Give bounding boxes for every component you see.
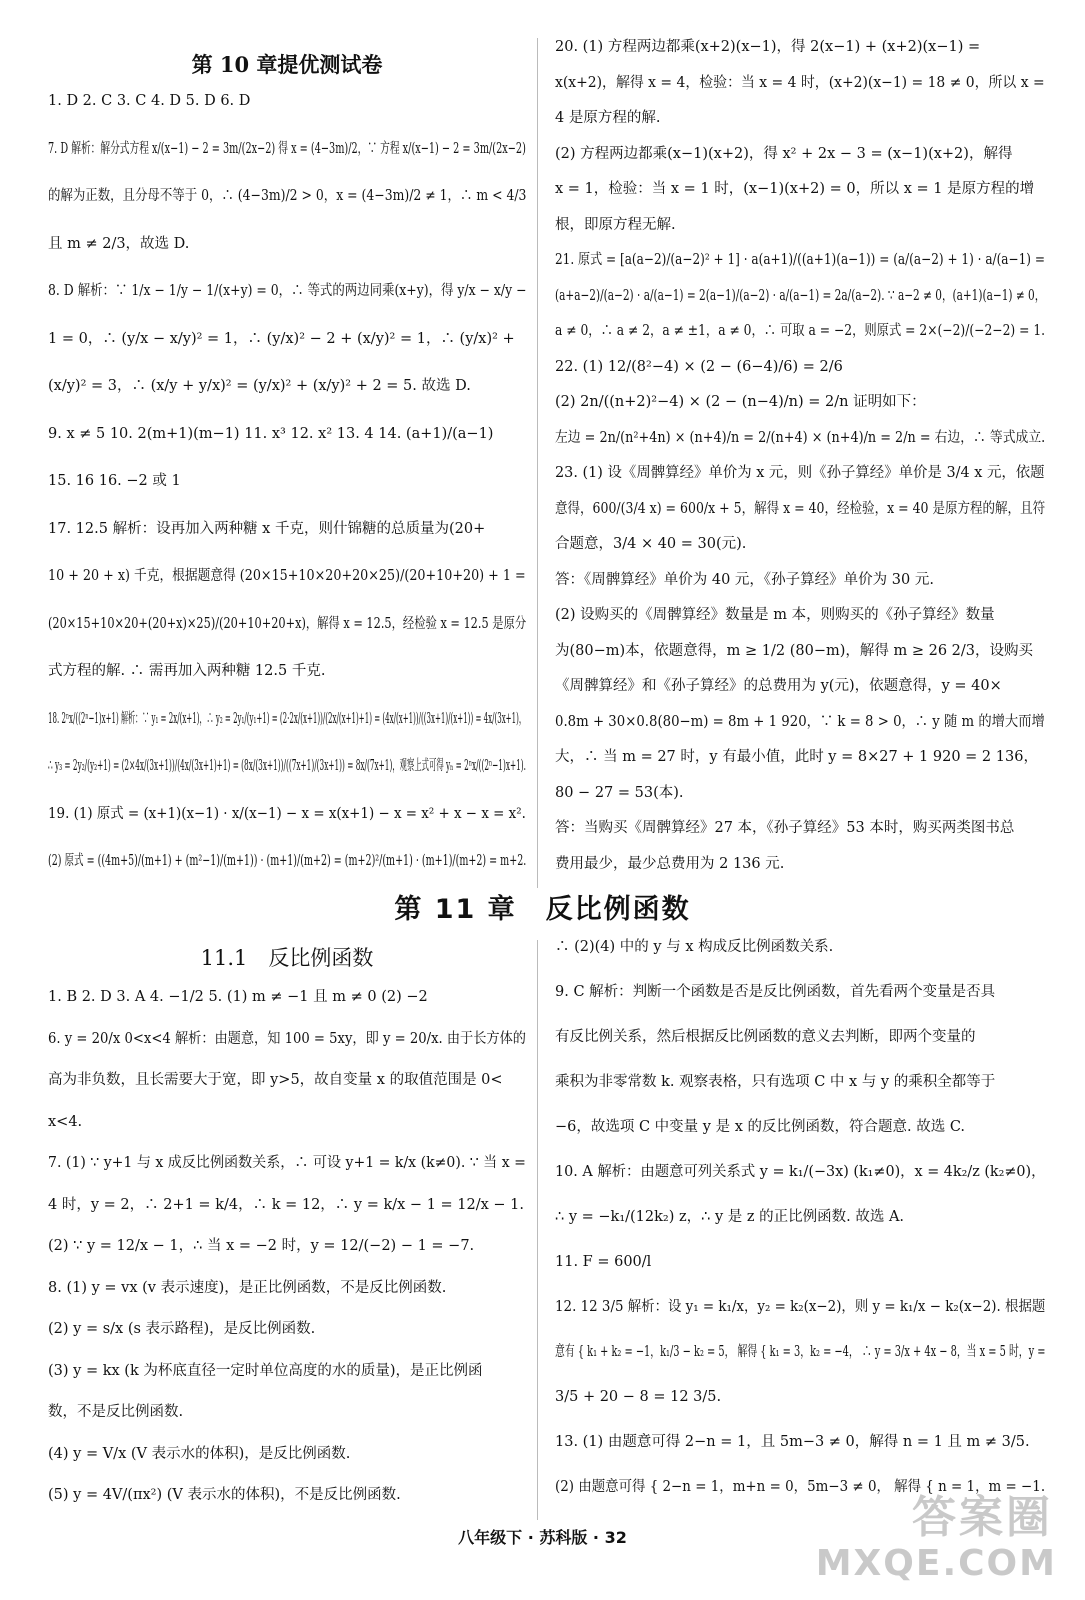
answer-line: 12. 12 3/5 解析：设 y₁ = k₁/x，y₂ = k₂(x−2)，则 y = k₁/x − k₂(x−2). 根据题 [555,1299,1046,1315]
answer-line: (2) 2n/((n+2)²−4) × (2 − (n−4)/n) = 2/n 证明如下： [555,394,926,410]
page-footer: 八年级下 · 苏科版 · 32 [458,1528,627,1547]
answer-line: 左边 = 2n/(n²+4n) × (n+4)/n = 2/(n+4) × (n+4)/n = 2/n = 右边，∴ 等式成立. [555,429,1046,446]
answer-line: (4) y = V/x (V 表示水的体积)，是反比例函数. [48,1445,351,1462]
answer-line: 80 − 27 = 53(本). [555,784,684,801]
answer-line: 0.8m + 30×0.8(80−m) = 8m + 1 920，∵ k = 8 > 0，∴ y 随 m 的增大而增 [555,713,1045,730]
answer-line: 4 是原方程的解. [555,110,661,126]
answer-line: ∴ y = −k₁/(12k₂) z，∴ y 是 z 的正比例函数. 故选 A. [555,1209,905,1225]
answer-line: 1 = 0，∴ (y/x − x/y)² = 1，∴ (y/x)² − 2 + (x/y)² = 1，∴ (y/x)² + [48,330,515,347]
answer-line: (3) y = kx (k 为杯底直径一定时单位高度的水的质量)，是正比例函 [48,1362,483,1379]
answer-line: 意有 { k₁ + k₂ = −1，k₁/3 − k₂ = 5， 解得 { k₁ = 3，k₂ = −4， ∴ y = 3/x + 4x − 8，当 x = 5 时，y = [555,1344,1046,1360]
answer-line: 22. (1) 12/(8²−4) × (2 − (6−4)/6) = 2/6 [555,358,843,375]
column-divider-top [537,38,538,888]
answer-line: 6. y = 20/x 0<x<4 解析：由题意，知 100 = 5xy，即 y = 20/x. 由于长方体的 [48,1030,526,1047]
answer-line: 23. (1) 设《周髀算经》单价为 x 元，则《孙子算经》单价是 3/4 x 元，依题 [555,465,1045,481]
answer-line: 答：当购买《周髀算经》27 本，《孙子算经》53 本时，购买两类图书总 [555,820,1015,836]
chapter-title: 第 11 章 反比例函数 [394,894,691,925]
answer-line: x = 1，检验：当 x = 1 时，(x−1)(x+2) = 0，所以 x = 1 是原方程的增 [555,181,1035,197]
answer-line: 式方程的解. ∴ 需再加入两种糖 12.5 千克. [48,663,326,679]
answer-line: 合题意，3/4 × 40 = 30(元). [555,536,747,552]
answer-line: 10. A 解析：由题意可列关系式 y = k₁/(−3x) (k₁≠0)，x = 4k₂/z (k₂≠0)， [555,1164,1046,1180]
answer-line: −6，故选项 C 中变量 y 是 x 的反比例函数，符合题意. 故选 C. [555,1119,966,1135]
answer-line: (20×15+10×20+(20+x)×25)/(20+10+20+x)，解得 x = 12.5，经检验 x = 12.5 是原分 [48,615,527,632]
answer-line: 21. 原式 = [a(a−2)/(a−2)² + 1] · a(a+1)/((a+1)(a−1)) = (a/(a−2) + 1) · a/(a−1) = [555,252,1045,268]
answer-line: x<4. [48,1113,83,1130]
answer-line: (2) 原式 = ((4m+5)/(m+1) + (m²−1)/(m+1)) · (m+1)/(m+2) = (m+2)²/(m+1) · (m+1)/(m+2) = m+2. [48,853,527,869]
watermark-logo [815,1492,1063,1586]
answer-line: 15. 16 16. −2 或 1 [48,473,181,489]
answer-line: 有反比例关系，然后根据反比例函数的意义去判断，即两个变量的 [555,1029,976,1045]
answer-line: 的解为正数，且分母不等于 0，∴ (4−3m)/2 > 0，x = (4−3m)/2 ≠ 1，∴ m < 4/3 [48,188,527,204]
answer-line: 1. D 2. C 3. C 4. D 5. D 6. D [48,93,251,109]
answer-line: 20. (1) 方程两边都乘(x+2)(x−1)，得 2(x−1) + (x+2)(x−1) = [555,39,981,55]
answer-line: 18. 2ⁿx/((2ⁿ−1)x+1) 解析：∵ y₁ = 2x/(x+1)，∴ y₂ = 2y₁/(y₁+1) = (2·2x/(x+1))/(2x/(x+1)+1) = (4x/(x+1))/((3x+1)/(x+1)) = 4x/(3x+1)， [48,710,526,727]
answer-line: 10 + 20 + x) 千克，根据题意得 (20×15+10×20+20×25)/(20+10+20) + 1 = [48,568,526,584]
answer-line: 根，即原方程无解. [555,216,676,233]
answer-line: (x/y)² = 3，∴ (x/y + y/x)² = (y/x)² + (x/y)² + 2 = 5. 故选 D. [48,378,471,394]
column-divider-bottom [537,940,538,1520]
answer-line: 11. F = 600/l [555,1254,652,1270]
answer-line: 17. 12.5 解析：设再加入两种糖 x 千克，则什锦糖的总质量为(20+ [48,520,486,537]
answer-line: (a+a−2)/(a−2) · a/(a−1) = 2(a−1)/(a−2) · a/(a−1) = 2a/(a−2). ∵ a−2 ≠ 0，(a+1)(a−1) ≠ 0， [555,287,1046,304]
answer-line: 3/5 + 20 − 8 = 12 3/5. [555,1389,722,1405]
answer-line: 13. (1) 由题意可得 2−n = 1，且 5m−3 ≠ 0，解得 n = 1 且 m ≠ 3/5. [555,1434,1030,1450]
answer-line: 19. (1) 原式 = (x+1)(x−1) · x/(x−1) − x = x(x+1) − x = x² + x − x = x². [48,805,526,822]
answer-line: (2) ∵ y = 12/x − 1，∴ 当 x = −2 时，y = 12/(−2) − 1 = −7. [48,1238,475,1254]
answer-line: 7. D 解析：解分式方程 x/(x−1) − 2 = 3m/(2x−2) 得 x = (4−3m)/2，∵ 方程 x/(x−1) − 2 = 3m/(2x−2) [48,140,526,157]
watermark-text-en: MXQE.COM [815,1543,1057,1584]
answer-line: 答：《周髀算经》单价为 40 元，《孙子算经》单价为 30 元. [555,571,934,588]
answer-line: 1. B 2. D 3. A 4. −1/2 5. (1) m ≠ −1 且 m ≠ 0 (2) −2 [48,989,428,1005]
answer-line: 9. C 解析：判断一个函数是否是反比例函数，首先看两个变量是否具 [555,984,996,1000]
answer-line: (2) 设购买的《周髀算经》数量是 m 本，则购买的《孙子算经》数量 [555,607,995,623]
answer-line: 大，∴ 当 m = 27 时，y 有最小值，此时 y = 8×27 + 1 920 = 2 136， [555,749,1038,765]
answer-line: ∴ (2)(4) 中的 y 与 x 构成反比例函数关系. [555,939,834,955]
answer-line: 为(80−m)本，依题意得，m ≥ 1/2 (80−m)，解得 m ≥ 26 2/3，设购买 [555,642,1034,659]
watermark-text-cn: 答案圈 [912,1492,1053,1543]
answer-line: 乘积为非零常数 k. 观察表格，只有选项 C 中 x 与 y 的乘积全都等于 [555,1074,996,1090]
answer-line: a ≠ 0，∴ a ≠ 2，a ≠ ±1，a ≠ 0，∴ 可取 a = −2，则原式 = 2×(−2)/(−2−2) = 1. [555,323,1046,339]
answer-line: 4 时，y = 2，∴ 2+1 = k/4，∴ k = 12，∴ y = k/x − 1 = 12/x − 1. [48,1196,524,1213]
answer-line: 8. D 解析：∵ 1/x − 1/y − 1/(x+y) = 0，∴ 等式的两边同乘(x+y)，得 y/x − x/y − [48,283,527,299]
answer-line: x(x+2)，解得 x = 4，检验：当 x = 4 时，(x+2)(x−1) = 18 ≠ 0，所以 x = [555,74,1045,91]
answer-line: 费用最少，最少总费用为 2 136 元. [555,855,785,872]
answer-line: 7. (1) ∵ y+1 与 x 成反比例函数关系，∴ 可设 y+1 = k/x (k≠0). ∵ 当 x = [48,1155,526,1171]
answer-line: 《周髀算经》和《孙子算经》的总费用为 y(元)，依题意得，y = 40× [555,678,1002,694]
answer-line: 高为非负数，且长需要大于宽，即 y>5，故自变量 x 的取值范围是 0< [48,1072,503,1088]
answer-line: 9. x ≠ 5 10. 2(m+1)(m−1) 11. x³ 12. x² 13. 4 14. (a+1)/(a−1) [48,425,494,442]
answer-line: 数，不是反比例函数. [48,1404,184,1420]
answer-line: (5) y = 4V/(πx²) (V 表示水的体积)，不是反比例函数. [48,1487,401,1503]
answer-line: 8. (1) y = vx (v 表示速度)，是正比例函数，不是反比例函数. [48,1279,447,1296]
answer-line: (2) 由题意可得 { 2−n = 1，m+n = 0，5m−3 ≠ 0， 解得 { n = 1，m = −1. [555,1479,1046,1495]
subsection-title: 11.1 反比例函数 [200,946,374,970]
answer-line: 意得，600/(3/4 x) = 600/x + 5，解得 x = 40，经检验，x = 40 是原方程的解，且符 [555,500,1046,517]
answer-line: 且 m ≠ 2/3，故选 D. [48,235,190,252]
answer-line: (2) y = s/x (s 表示路程)，是反比例函数. [48,1321,316,1337]
answer-line: ∴ y₃ = 2y₂/(y₂+1) = (2×4x/(3x+1))/(4x/(3x+1)+1) = (8x/(3x+1))/((7x+1)/(3x+1)) = 8x/(7x+1)，观察上式可得 yₙ = 2ⁿx/((2ⁿ−1)x+1). [48,758,526,774]
answer-line: (2) 方程两边都乘(x−1)(x+2)，得 x² + 2x − 3 = (x−1)(x+2)，解得 [555,145,1013,162]
section-title: 第 10 章提优测试卷 [191,52,383,77]
